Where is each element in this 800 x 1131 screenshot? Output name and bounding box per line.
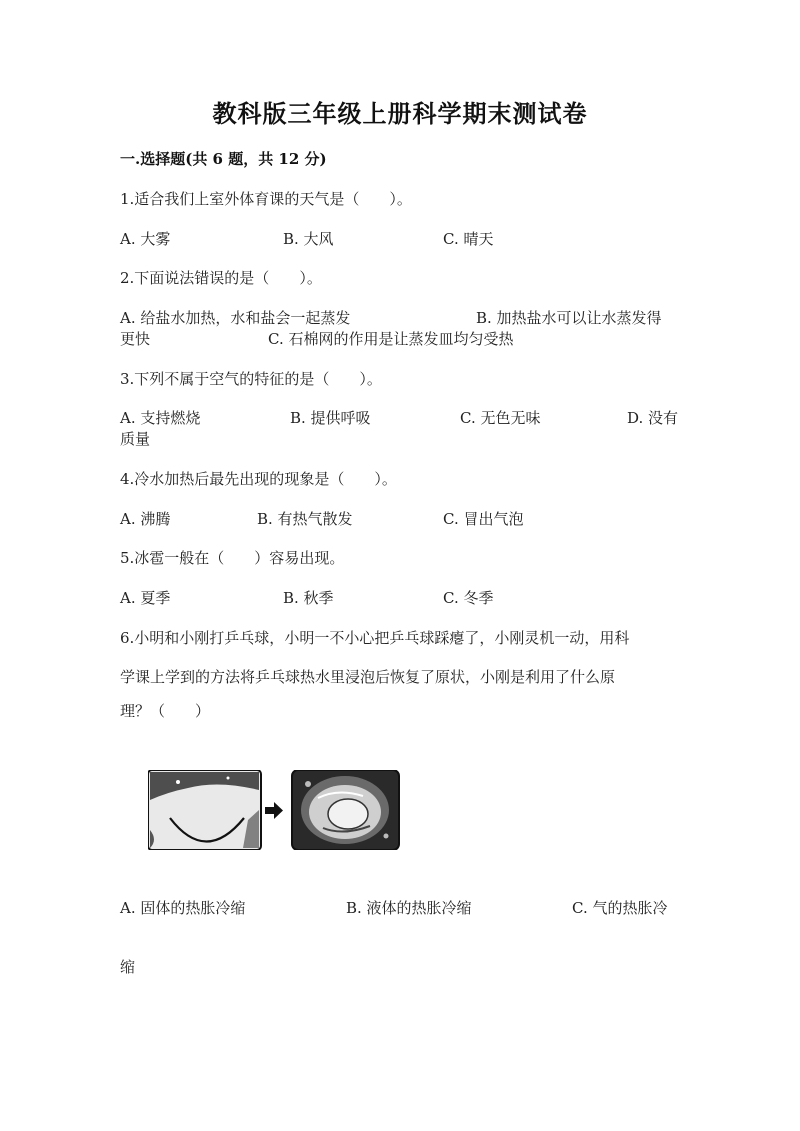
question-4-stem: 4.冷水加热后最先出现的现象是（ ）。 — [120, 470, 397, 488]
question-1-option-a: A. 大雾 — [120, 230, 171, 248]
question-3-option-b: B. 提供呼吸 — [290, 409, 371, 427]
page-title: 教科版三年级上册科学期末测试卷 — [212, 99, 588, 128]
question-2-option-b: B. 加热盐水可以让水蒸发得 — [476, 309, 662, 327]
question-6-option-c: C. 气的热胀冷 — [572, 899, 668, 917]
question-3-option-c: C. 无色无味 — [460, 409, 541, 427]
question-2-option-b-continued: 更快 — [120, 330, 151, 348]
ball-in-hot-water-photo — [292, 770, 399, 850]
question-3-option-d: D. 没有 — [627, 409, 679, 427]
question-5-option-a: A. 夏季 — [120, 589, 171, 607]
question-2-option-c: C. 石棉网的作用是让蒸发皿均匀受热 — [268, 330, 514, 348]
question-5-option-b: B. 秋季 — [283, 589, 334, 607]
question-4-option-c: C. 冒出气泡 — [443, 510, 524, 528]
section-heading: 一.选择题(共 6 题，共 12 分) — [120, 150, 327, 168]
question-6-stem-line-1: 6.小明和小刚打乒乓球，小明一不小心把乒乓球踩瘪了，小刚灵机一动，用科 — [120, 629, 630, 647]
question-4-option-b: B. 有热气散发 — [257, 510, 353, 528]
question-1-option-c: C. 晴天 — [443, 230, 494, 248]
dented-ball-photo — [148, 770, 261, 850]
arrow-right-icon — [265, 802, 283, 819]
question-6-option-b: B. 液体的热胀冷缩 — [346, 899, 472, 917]
question-1-option-b: B. 大风 — [283, 230, 334, 248]
question-1-stem: 1.适合我们上室外体育课的天气是（ ）。 — [120, 190, 412, 208]
question-6-option-c-continued: 缩 — [120, 958, 136, 976]
question-6-option-a: A. 固体的热胀冷缩 — [120, 899, 246, 917]
question-3-stem: 3.下列不属于空气的特征的是（ ）。 — [120, 370, 382, 388]
question-3-option-d-continued: 质量 — [120, 430, 151, 448]
question-4-option-a: A. 沸腾 — [120, 510, 171, 528]
ping-pong-ball-figure — [148, 770, 408, 850]
question-3-option-a: A. 支持燃烧 — [120, 409, 201, 427]
question-5-stem: 5.冰雹一般在（ ）容易出现。 — [120, 549, 345, 567]
question-5-option-c: C. 冬季 — [443, 589, 494, 607]
question-2-option-a: A. 给盐水加热，水和盐会一起蒸发 — [120, 309, 351, 327]
question-6-stem-line-3: 理？（ ） — [120, 702, 211, 720]
question-6-stem-line-2: 学课上学到的方法将乒乓球热水里浸泡后恢复了原状，小刚是利用了什么原 — [120, 668, 616, 686]
question-2-stem: 2.下面说法错误的是（ ）。 — [120, 269, 322, 287]
